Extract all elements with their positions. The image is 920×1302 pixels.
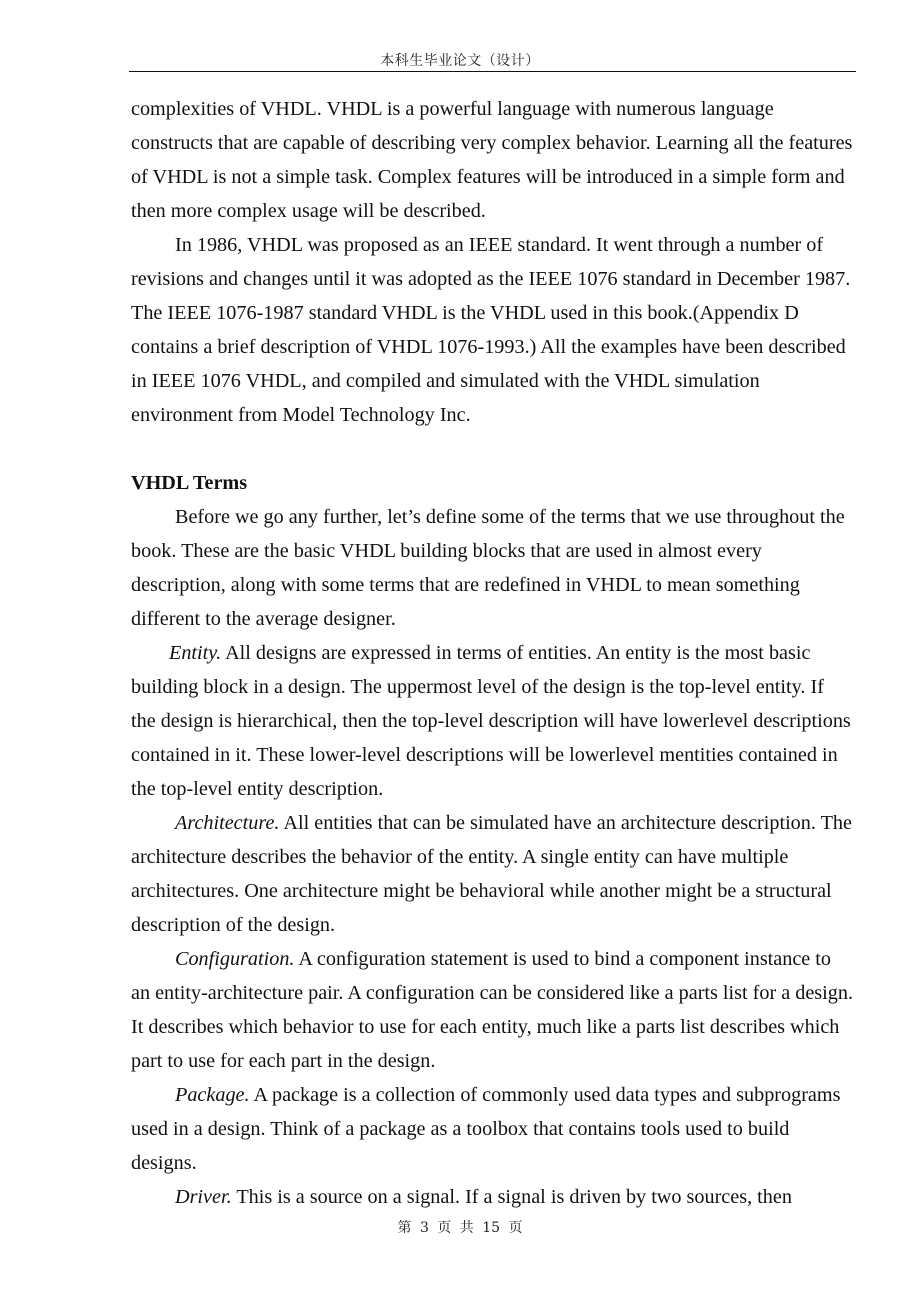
term-entity: Entity. [169,642,222,664]
page-number-footer: 第 3 页 共 15 页 [397,1220,523,1236]
definition-package [131,1078,853,1180]
definition-entity [131,636,853,806]
definition-driver [131,1180,853,1214]
paragraph-spacer [131,432,853,466]
term-driver: Driver. [175,1186,232,1208]
paragraph-terms-intro: Before we go any further, let’s define some of the terms that we use throughout the book. These are the basic VHDL building blocks that are used in almost every description, along with some terms that are redefined in VHDL to mean something different to the average designer. [131,506,845,630]
definition-configuration-text: A configuration statement is used to bind a component instance to an entity-architecture pair. A configuration can be considered like a parts list for a design. It describes which behavior to use for each entity, much like a parts list describes which part to use for each part in the design. [131,948,854,1072]
term-configuration: Configuration. [175,948,295,970]
definition-configuration [131,942,853,1078]
page-header-title: 本科生毕业论文（设计） [380,53,540,69]
definition-architecture [131,806,853,942]
definition-package-text: A package is a collection of commonly used data types and subprograms used in a design. Think of a package as a toolbox that contains tools used to build designs. [131,1084,841,1174]
term-package: Package. [175,1084,250,1106]
header-divider [129,71,856,72]
paragraph-complexities: complexities of VHDL. VHDL is a powerful language with numerous language constructs that are capable of describing very complex behavior. Learning all the features of VHDL is not a simple task. Complex features will be introduced in a simple form and then more complex usage will be described. [131,98,853,222]
definition-driver-text: This is a source on a signal. If a signal is driven by two sources, then [231,1186,792,1208]
definition-architecture-text: All entities that can be simulated have an architecture description. The architecture describes the behavior of the entity. A single entity can have multiple architectures. One architecture might be behavioral while another might be a structural description of the design. [131,812,852,936]
term-architecture: Architecture. [175,812,280,834]
section-heading-vhdl-terms: VHDL Terms [131,472,248,494]
paragraph-ieee-history: In 1986, VHDL was proposed as an IEEE standard. It went through a number of revisions and changes until it was adopted as the IEEE 1076 standard in December 1987. The IEEE 1076-1987 standard VHDL is the VHDL used in this book.(Appendix D contains a brief description of VHDL 1076-1993.) All the examples have been described in IEEE 1076 VHDL, and compiled and simulated with the VHDL simulation environment from Model Technology Inc. [131,234,851,426]
definition-entity-text: All designs are expressed in terms of entities. An entity is the most basic building block in a design. The uppermost level of the design is the top-level entity. If the design is hierarchical, then the top-level description will have lowerlevel descriptions contained in it. These lower-level descriptions will be lowerlevel mentities contained in the top-level entity description. [131,642,851,800]
page-body [131,92,853,1214]
